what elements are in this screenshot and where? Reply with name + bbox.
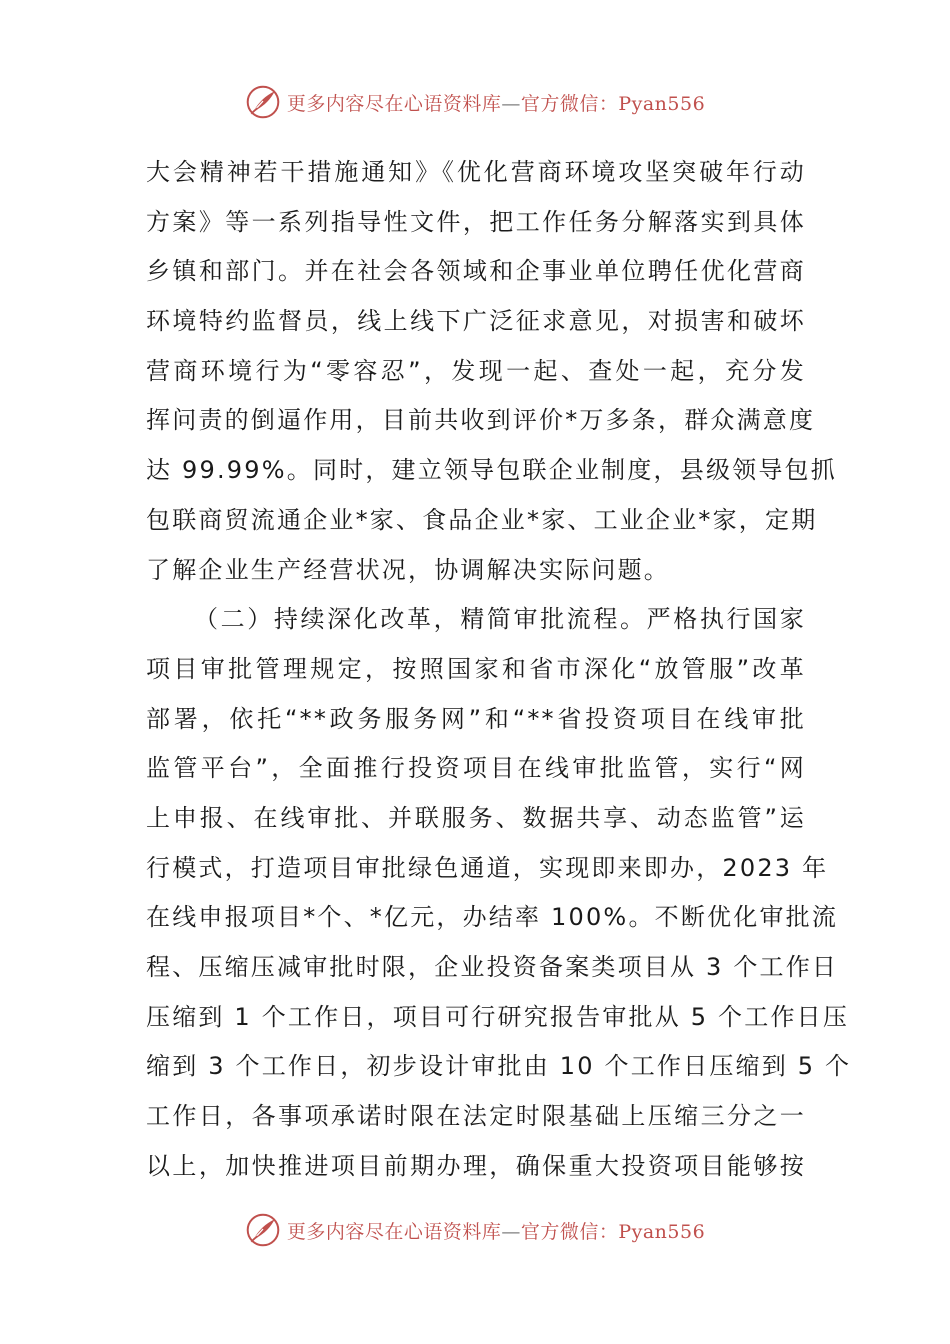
text-line: 大会精神若干措施通知》《优化营商环境攻坚突破年行动 (146, 158, 806, 186)
text-line: 了解企业生产经营状况，协调解决实际问题。 (146, 555, 670, 584)
watermark-site-text: 更多内容尽在心语资料库 (286, 92, 502, 115)
quill-pen-logo-icon (245, 84, 281, 120)
watermark-contact-text: 官方微信：Pyan556 (520, 92, 706, 115)
text-line: 乡镇和部门。并在社会各领域和企事业单位聘任优化营商 (146, 257, 806, 286)
text-line: 包联商贸流通企业*家、食品企业*家、工业企业*家，定期 (146, 505, 818, 534)
header-watermark (0, 80, 950, 124)
text-line: 工作日，各事项承诺时限在法定时限基础上压缩三分之一 (146, 1102, 806, 1131)
text-line: 压缩到 1 个工作日，项目可行研究报告审批从 5 个工作日压 (146, 1002, 850, 1031)
watermark-separator: — (501, 92, 521, 115)
text-line: 挥问责的倒逼作用，目前共收到评价*万多条，群众满意度 (146, 406, 816, 435)
footer-watermark (0, 1208, 950, 1252)
text-line: 上申报、在线审批、并联服务、数据共享、动态监管”运 (146, 803, 806, 832)
watermark-text (287, 89, 705, 116)
watermark-text (287, 1217, 705, 1244)
text-line: 达 99.99%。同时，建立领导包联企业制度，县级领导包抓 (146, 456, 837, 485)
document-body (146, 148, 852, 1191)
text-line: 程、压缩压减审批时限，企业投资备案类项目从 3 个工作日 (146, 953, 839, 981)
text-line: 监管平台”，全面推行投资项目在线审批监管，实行“网 (146, 754, 806, 783)
text-line: 营商环境行为“零容忍”，发现一起、查处一起，充分发 (146, 356, 806, 385)
section-heading-line: （二）持续深化改革，精简审批流程。严格执行国家 (194, 605, 806, 634)
paragraph-2 (146, 595, 852, 1191)
watermark-separator: — (501, 1220, 521, 1243)
text-line: 在线申报项目*个、*亿元，办结率 100%。不断优化审批流 (146, 903, 839, 932)
text-line: 行模式，打造项目审批绿色通道，实现即来即办，2023 年 (146, 853, 829, 882)
text-line: 以上，加快推进项目前期办理，确保重大投资项目能够按 (146, 1151, 806, 1180)
watermark-site-text: 更多内容尽在心语资料库 (286, 1220, 502, 1243)
text-line: 方案》等一系列指导性文件，把工作任务分解落实到具体 (146, 207, 806, 236)
text-line: 环境特约监督员，线上线下广泛征求意见，对损害和破坏 (146, 307, 806, 336)
paragraph-1 (146, 148, 837, 595)
quill-pen-logo-icon (245, 1212, 281, 1248)
text-line: 缩到 3 个工作日，初步设计审批由 10 个工作日压缩到 5 个 (146, 1052, 852, 1081)
watermark-contact-text: 官方微信：Pyan556 (520, 1220, 706, 1243)
text-line: 部署，依托“**政务服务网”和“**省投资项目在线审批 (146, 704, 806, 733)
text-line: 项目审批管理规定，按照国家和省市深化“放管服”改革 (146, 654, 806, 683)
